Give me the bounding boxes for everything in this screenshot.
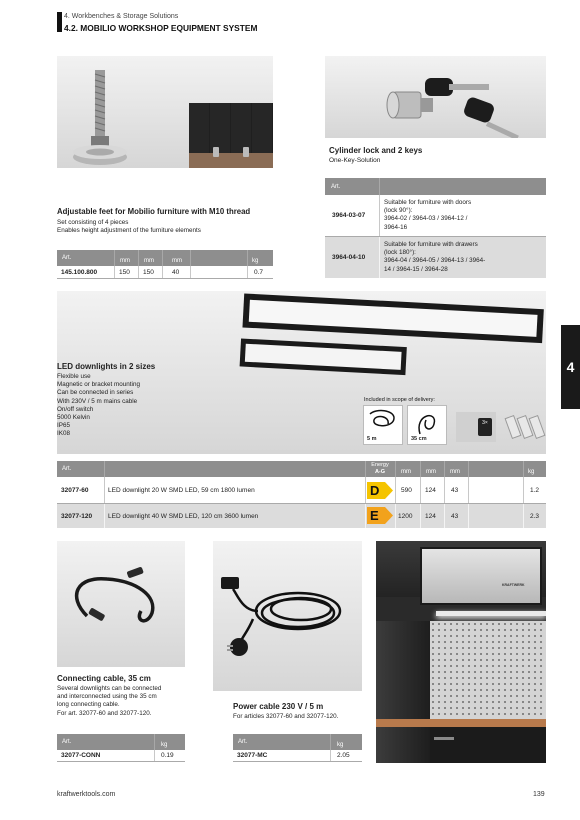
footer-url[interactable]: kraftwerktools.com [57, 791, 116, 798]
unit-height: mm [172, 258, 182, 264]
energy-label-e [367, 507, 393, 524]
value-width: 124 [425, 486, 436, 494]
art-number: 32077-60 [61, 486, 89, 494]
value-weight: 1.2 [530, 486, 540, 494]
magnet-icon [478, 418, 492, 436]
conn-description: Several downlights can be connected and interconnected using the 35 cm long connecting cable. For art. 32077-60 and 32077-120. [57, 685, 162, 717]
art-header: Art. [331, 183, 341, 190]
value-weight: 0.7 [254, 268, 264, 276]
energy-header: Energy A-G [371, 462, 389, 475]
power-cable-image-panel [213, 541, 362, 691]
energy-class: D [370, 483, 380, 498]
art-number: 145.100.800 [61, 268, 98, 276]
chapter-number: 4 [566, 359, 575, 375]
table-row [57, 504, 546, 528]
table-row [57, 477, 546, 504]
led-table-header [57, 461, 546, 477]
unit-weight: kg [528, 469, 535, 475]
page-title: 4.2. MOBILIO WORKSHOP EQUIPMENT SYSTEM [64, 23, 258, 33]
scope-connecting-cable-label: 35 cm [411, 436, 427, 442]
table-row [57, 266, 273, 279]
value-width: 124 [425, 512, 436, 520]
value-length: 150 [119, 268, 130, 276]
unit-width: mm [426, 469, 436, 475]
lock-table-header [325, 178, 546, 195]
art-number: 3964-03-07 [332, 212, 366, 219]
power-title: Power cable 230 V / 5 m [233, 702, 324, 711]
scope-mains-cable [363, 405, 403, 445]
lock-row-description: Suitable for furniture with doors (lock 90°): 3964-02 / 3964-03 / 3964-12 / 3964-16 [384, 199, 472, 231]
breadcrumb: 4. Workbenches & Storage Solutions [64, 13, 179, 20]
power-cable-image [213, 541, 362, 691]
workbench-top [376, 719, 546, 727]
feet-installed-image [189, 103, 273, 168]
art-number: 32077-MC [237, 752, 268, 759]
connecting-cable-image-panel [57, 541, 185, 667]
art-header: Art. [238, 739, 248, 745]
chapter-tab [561, 325, 580, 409]
led-title: LED downlights in 2 sizes [57, 362, 156, 371]
feet-table-header [57, 250, 273, 266]
table-row [57, 750, 185, 762]
conn-table-header [57, 734, 185, 750]
lock-row-description: Suitable for furniture with drawers (lock 180°): 3964-04 / 3964-05 / 3964-13 / 3964- 14 / 3964-15 / 3964-28 [384, 241, 486, 273]
cabinet-brand-label: KRAFTWERK [502, 583, 525, 587]
product-description: LED downlight 40 W SMD LED, 120 cm 3600 lumen [108, 512, 259, 520]
header-tab [57, 12, 62, 32]
art-header: Art. [62, 739, 72, 745]
value-height: 43 [451, 486, 459, 494]
unit-weight: kg [161, 742, 168, 748]
wall-cabinet-door [420, 547, 542, 605]
table-row [325, 195, 546, 237]
value-length: 590 [401, 486, 412, 494]
art-header: Art. [62, 466, 72, 472]
led-light-bar [436, 611, 546, 616]
magnet-count: 3× [482, 420, 488, 426]
scope-brackets [504, 412, 546, 442]
value-weight: 2.3 [530, 512, 540, 520]
unit-height: mm [450, 469, 460, 475]
lock-title: Cylinder lock and 2 keys [329, 146, 423, 155]
value-weight: 0.19 [161, 752, 174, 759]
cylinder-lock-image [325, 56, 546, 138]
unit-weight: kg [252, 258, 259, 264]
power-description: For articles 32077-60 and 32077-120. [233, 713, 339, 720]
scope-connecting-cable [407, 405, 447, 445]
cabinet-photo [376, 541, 546, 763]
lock-image-panel [325, 56, 546, 138]
feet-description: Set consisting of 4 pieces Enables height adjustment of the furniture elements [57, 219, 201, 235]
scope-mains-cable-label: 5 m [367, 436, 377, 442]
scope-label: Included in scope of delivery: [364, 397, 435, 403]
table-row [233, 750, 362, 762]
connecting-cable-image [57, 541, 185, 667]
energy-class: E [370, 508, 379, 523]
art-number: 3964-04-10 [332, 254, 366, 261]
value-height: 40 [172, 268, 180, 276]
unit-width: mm [144, 258, 154, 264]
unit-length: mm [401, 469, 411, 475]
unit-weight: kg [337, 742, 344, 748]
table-row [325, 237, 546, 278]
value-height: 43 [451, 512, 459, 520]
value-weight: 2.05 [337, 752, 350, 759]
led-feature-list: Flexible use Magnetic or bracket mounting Can be connected in series With 230V / 5 m mains cable On/off switch 5000 Kelvin IP65 IK08 [57, 373, 140, 438]
value-width: 150 [143, 268, 154, 276]
art-header: Art. [62, 255, 72, 261]
page-number: 139 [533, 791, 545, 798]
art-number: 32077-120 [61, 512, 93, 520]
unit-length: mm [120, 258, 130, 264]
art-number: 32077-CONN [61, 752, 101, 759]
lock-subtitle: One-Key-Solution [329, 157, 381, 164]
perforated-panel [430, 621, 546, 721]
energy-label-d [367, 482, 393, 499]
power-table-header [233, 734, 362, 750]
conn-title: Connecting cable, 35 cm [57, 674, 151, 683]
scope-magnets [456, 412, 496, 442]
feet-title: Adjustable feet for Mobilio furniture with M10 thread [57, 207, 251, 216]
value-length: 1200 [398, 512, 413, 520]
product-description: LED downlight 20 W SMD LED, 59 cm 1800 lumen [108, 486, 255, 494]
